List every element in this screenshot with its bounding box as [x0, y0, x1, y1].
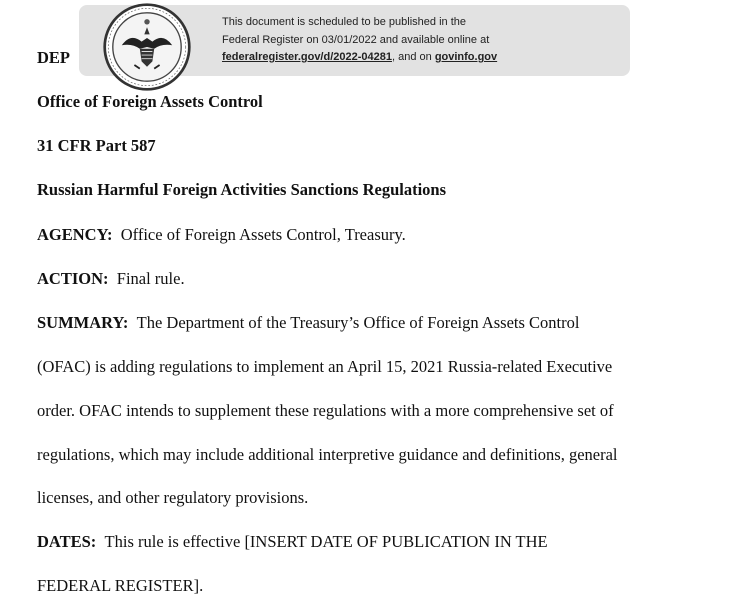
treasury-seal-icon [101, 2, 193, 92]
notice-line-2: Federal Register on 03/01/2022 and available online at [222, 33, 490, 46]
summary-line-5: licenses, and other regulatory provisions. [37, 488, 309, 507]
publication-notice-text [222, 14, 497, 67]
agency-text: Office of Foreign Assets Control, Treasury. [120, 225, 406, 244]
department-heading: DEP [37, 48, 70, 67]
document-title: Russian Harmful Foreign Activities Sanctions Regulations [37, 180, 447, 199]
action-label: ACTION: [37, 269, 109, 288]
notice-line-1: This document is scheduled to be published in the [222, 16, 466, 28]
govinfo-link[interactable]: govinfo.gov [434, 51, 498, 63]
notice-line-3-text: , and on [391, 51, 435, 63]
dates-line-2: FEDERAL REGISTER]. [37, 576, 204, 595]
summary-text-1: The Department of the Treasury’s Office of Foreign Assets Control [136, 313, 580, 332]
publication-notice-banner [79, 5, 630, 76]
dates-line-1 [37, 532, 548, 552]
action-line [37, 269, 185, 289]
summary-line-1 [37, 313, 579, 333]
action-text: Final rule. [116, 269, 185, 288]
dates-label: DATES: [37, 532, 97, 551]
summary-line-3: order. OFAC intends to supplement these regulations with a more comprehensive set of [37, 401, 614, 420]
summary-line-4: regulations, which may include additional interpretive guidance and definitions, general [37, 445, 618, 464]
agency-label: AGENCY: [37, 225, 113, 244]
federal-register-link[interactable]: federalregister.gov/d/2022-04281 [222, 51, 392, 63]
summary-label: SUMMARY: [37, 313, 129, 332]
summary-line-2: (OFAC) is adding regulations to implement an April 15, 2021 Russia-related Executive [37, 357, 613, 376]
agency-line [37, 225, 406, 245]
sub-agency-heading: Office of Foreign Assets Control [37, 92, 263, 111]
cfr-part-heading: 31 CFR Part 587 [37, 136, 156, 155]
dates-text-1: This rule is effective [INSERT DATE OF PUBLICATION IN THE [104, 532, 548, 551]
